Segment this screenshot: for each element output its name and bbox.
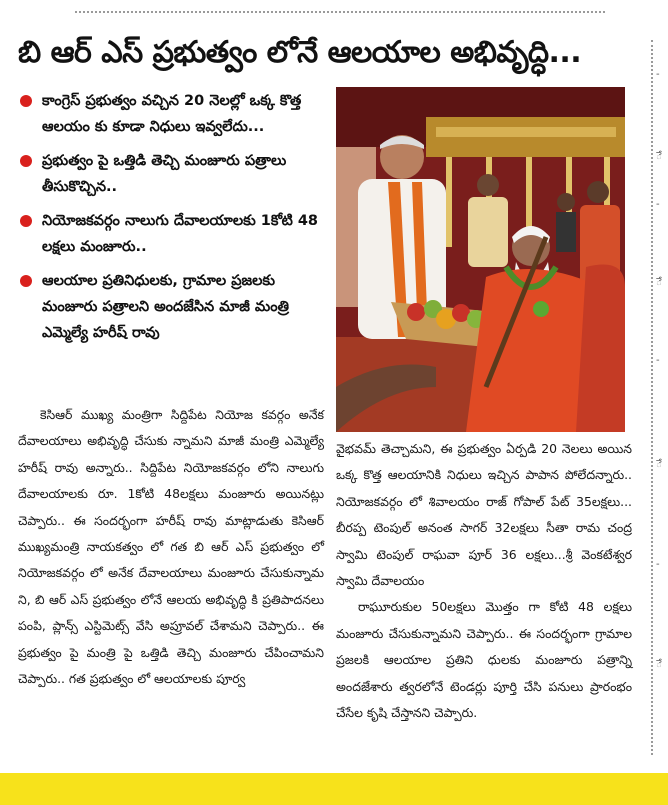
red-circle-icon bbox=[20, 215, 32, 227]
photo-illustration bbox=[336, 87, 625, 432]
article-column-2 bbox=[336, 436, 632, 726]
red-circle-icon bbox=[20, 275, 32, 287]
column-divider bbox=[651, 40, 653, 755]
article-paragraph: రాఘూరుకుల 50లక్షలు మొత్తం గా కోటి 48 లక్షలు మంజూరు చేసుకున్నామని చెప్పారు.. ఈ సందర్భంగా గ్రామాల ప్రజలకి ఆలయాల ప్రతిని ధులకు మంజూరు పత్రాన్ని అందజేశారు త్వరలోనే టెండర్లు పూర్తి చేసి పనులు ప్రారంభం చేసేల కృషి చేస్తానని చెప్పారు. bbox=[336, 599, 632, 721]
news-photo bbox=[336, 87, 625, 432]
article-paragraph: వైభవమ్ తెచ్చామని, ఈ ప్రభుత్వం ఏర్పడి 20 నెలలు అయిన ఒక్క కొత్త ఆలయానికి నిధులు ఇచ్చిన పాపాన పోలేదన్నారు.. నియోజకవర్గం లో శివాలయం రాజ్ గోపాల్ పేట్ 35లక్షలు... బీరప్ప టెంపుల్ అనంత సాగర్ 32లక్షలు సీతా రామ చంద్ర స్వామి టెంపుల్ రాఘవా పూర్ 36 లక్షలు...శ్రీ వెంకటేశ్వర స్వామి దేవాలయం bbox=[336, 441, 632, 589]
bullet-text: ఆలయాల ప్రతినిధులకు, గ్రామాల ప్రజలకు మంజూరు పత్రాలని అందజేసిన మాజీ మంత్రి ఎమ్మెల్యే హరీష్ రావు bbox=[42, 273, 289, 341]
adjacent-column-fragment: - ే - ే - ే - ే bbox=[656, 69, 662, 670]
red-circle-icon bbox=[20, 95, 32, 107]
top-dotted-rule bbox=[75, 11, 605, 13]
bullet-text: కాంగ్రెస్ ప్రభుత్వం వచ్చిన 20 నెలల్లో ఒక్క కొత్త ఆలయం కు కూడా నిధులు ఇవ్వలేదు... bbox=[42, 93, 302, 135]
bullet-text: నియోజకవర్గం నాలుగు దేవాలయాలకు 1కోటి 48 లక్షలు మంజూరు.. bbox=[42, 213, 319, 255]
bullet-point bbox=[18, 148, 326, 200]
bullet-point bbox=[18, 208, 326, 260]
article-column-1: కెసిఆర్ ముఖ్య మంత్రిగా సిద్దిపేట నియోజ కవర్గం అనేక దేవాలయాలు అభివృద్ధి చేసుకు న్నామని మాజీ మంత్రి ఎమ్మెల్యే హరీష్ రావు అన్నారు.. సిద్దిపేట నియోజకవర్గం లోని నాలుగు దేవాలయాలకు రూ. 1కోటి 48లక్షలు మంజూరు అయినట్లు చెప్పారు.. ఈ సందర్భంగా హరీష్ రావు మాట్లాడుతు కెసిఆర్ ముఖ్యమంత్రి నాయకత్వం లో గత బి ఆర్ ఎస్ ప్రభుత్వం లో నియోజకవర్గం లో అనేక దేవాలయాలు మంజూరు చేసుకున్నామ ని, బి ఆర్ ఎస్ ప్రభుత్వం లోనే ఆలయ అభివృద్ధి కి ప్రతిపాదనలు పంపి, ప్లాన్స్ ఎస్టిమెట్స్ వేసి అప్రూవల్ చేశామని చెప్పారు.. ఈ ప్రభుత్వం పై మంత్రి పై ఒత్తిడి తెచ్చి మంజూరు చేపించామని చెప్పారు.. గత ప్రభుత్వం లో ఆలయాలకు పూర్వ bbox=[18, 407, 324, 687]
headline: బి ఆర్ ఎస్ ప్రభుత్వం లోనే ఆలయాల అభివృద్ధి... bbox=[18, 35, 582, 70]
bullet-point bbox=[18, 268, 326, 346]
highlight-bullets bbox=[18, 88, 326, 354]
bullet-text: ప్రభుత్వం పై ఒత్తిడి తెచ్చి మంజూరు పత్రాలు తీసుకొచ్చిన.. bbox=[42, 153, 287, 195]
bullet-point bbox=[18, 88, 326, 140]
red-circle-icon bbox=[20, 155, 32, 167]
bottom-color-band bbox=[0, 773, 668, 805]
